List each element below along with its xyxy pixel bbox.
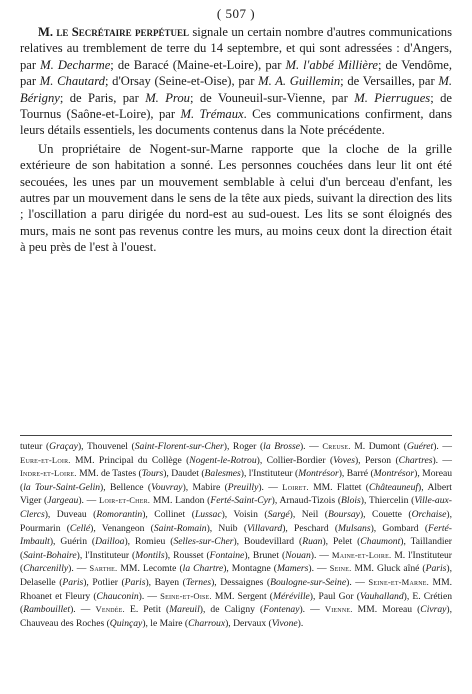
footnote-text: ), Boudevillard (	[233, 536, 303, 548]
footnote-text: ), Rousset (	[164, 549, 210, 561]
footnote-text: ), Arnaud-Tizois (	[271, 495, 342, 507]
footnote-department: Vienne.	[324, 604, 353, 615]
footnote-place: la Chartre	[182, 563, 224, 575]
footnote-place: Ferté-Imbault	[20, 522, 452, 548]
footnote-text: ), Pelet (	[322, 536, 361, 548]
footnote-place: Fontenay	[263, 604, 300, 616]
footnote-text: ), Romieu (	[124, 536, 174, 548]
footnote-text: ). —	[68, 563, 90, 575]
footnote-department: Loiret.	[282, 481, 309, 492]
footnote-place: Méréville	[272, 590, 310, 602]
footnote-text: ). —	[346, 576, 369, 588]
footnote-text: ), Neil (	[289, 508, 328, 520]
footnote-place: Vauhalland	[359, 590, 404, 602]
footnote-department: Seine-et-Marne.	[368, 576, 430, 587]
footnote-department: Creuse.	[322, 441, 351, 451]
footnote-text: M. Dumont (	[350, 441, 407, 452]
footnote-place: Charcenilly	[23, 563, 69, 575]
footnote-text: ), Gombard (	[370, 522, 429, 534]
para1-text: ; de Versailles, par	[340, 74, 439, 89]
footnote-text: ), Nuib (	[206, 522, 248, 534]
footnote-text: ), Barré (	[338, 468, 374, 480]
footnote-place: Chauconin	[96, 590, 139, 602]
footnote-text: ), Duveau (	[44, 508, 97, 520]
footnote-place: Boursay	[327, 508, 360, 520]
footnote-place: Jargeau	[47, 495, 79, 507]
footnote-place: Blois	[341, 495, 361, 507]
para1-text: ; de Tournus (Saône-et-Loire), par	[20, 90, 452, 122]
footnote-text: ), Person (	[354, 454, 399, 466]
footnote-department: Eure-et-Loir.	[20, 454, 71, 465]
footnote-department: Maine-et-Loire.	[331, 549, 392, 560]
correspondent-name: M. l'abbé Millière	[285, 57, 378, 72]
correspondent-name: M. Chautard	[39, 74, 105, 89]
footnote-place: Nouan	[285, 549, 311, 561]
para1-text: signale un certain nombre d'autres communications relatives au tremblement de terre du 14 septembre, et qui sont adressées : d'Angers, par	[20, 25, 453, 72]
footnote-text: ), Albert Viger (	[20, 481, 452, 507]
footnote-place: Cellé	[69, 522, 91, 534]
footnote-text: ). —	[78, 495, 100, 507]
secretary-lead: M. le Secrétaire perpétuel	[38, 25, 189, 39]
footnote-place: Civray	[420, 604, 447, 616]
footnote-place: Paris	[124, 576, 146, 588]
footnote-place: Chaumont	[360, 536, 401, 548]
footnote-place: Fontaine	[209, 549, 245, 561]
footnote-text: ), Collinet (	[142, 508, 195, 520]
footnote-text: MM. Landon (	[150, 495, 211, 507]
footnote-department: Sarthe.	[89, 563, 118, 574]
para1-text: ; de Paris, par	[59, 90, 146, 105]
footnote-text: ), l'Instituteur (	[240, 468, 299, 480]
footnote-text: MM. Gluck aîné (	[351, 563, 426, 575]
correspondent-name: M. Trémaux	[180, 107, 244, 122]
footnote-text: ), Paul Gor (	[309, 590, 360, 602]
footnote-place: Villavard	[247, 522, 283, 534]
para1-text: . Ces communications confirment, dans leurs détails essentiels, les documents contenus dans la Note précédente.	[20, 107, 452, 138]
footnote-place: Saint-Romain	[153, 522, 207, 534]
footnote-text: ), Collier-Bordier (	[256, 454, 334, 466]
footnote-place: Ferté-Saint-Cyr	[210, 495, 272, 507]
footnote-place: Ternes	[185, 576, 212, 588]
footnote-place: la Brosse	[263, 441, 300, 452]
footnote-text: ). —	[138, 590, 161, 602]
paragraph-2: Un propriétaire de Nogent-sur-Marne rapporte que la cloche de la grille extérieure de son habitation a sonné. Les personnes couchées dans leur lit ont été secouées, les unes par un mouvement semblable à celui d'un berceau d'enfant, les autres par un mouvement dans le sens de la tête aux pieds, suivant la direction des lits ; l'oscillation a paru dirigée du nord-est au sud-ouest. Les lits se sont éloignés des murs, mais ne sont pas revenus contre les murs, au moins ceux dont la direction était à peu près de l'est à l'ouest.	[20, 141, 452, 255]
footnote-place: Mareuil	[169, 604, 200, 616]
footnote-text: ), Taillandier (	[20, 536, 452, 561]
footnote-department: Seine-et-Oise.	[160, 590, 212, 601]
footnote-place: Voves	[333, 454, 355, 466]
footnote-place: Dailloa	[95, 536, 125, 548]
footnote-text: ), le Maire (	[142, 617, 189, 629]
footnote-place: Châteauneuf	[369, 481, 419, 493]
footnote-text: ), Thiercelin (	[360, 495, 415, 507]
footnote-text: M. l'Instituteur (	[20, 549, 452, 575]
footnote-place: Montils	[135, 549, 165, 561]
footnote-place: Mulsans	[338, 522, 371, 534]
page-number: ( 507 )	[216, 6, 256, 21]
footnote-place: Paris	[62, 576, 84, 588]
paragraph-1	[20, 24, 452, 139]
para1-text: ; d'Orsay (Seine-et-Oise), par	[104, 74, 259, 89]
footnote-place: Guéret	[406, 441, 434, 452]
footnote-place: Mamers	[276, 563, 309, 575]
footnote-text: ).	[297, 617, 304, 629]
footnote-text: ). —	[432, 454, 453, 466]
footnote-place: Sargé	[267, 508, 290, 520]
footnote-place: Saint-Florent-sur-Cher	[134, 441, 224, 452]
footnote-place: Selles-sur-Cher	[173, 536, 234, 548]
footnote-text: ), Dervaux (	[225, 617, 272, 629]
footnote-text: ), Moreau (	[20, 468, 453, 493]
footnote-place: Romorantin	[96, 508, 143, 520]
footnote-text: ). —	[308, 563, 330, 575]
correspondent-name: M. Decharme	[40, 57, 111, 72]
para1-text: ; de Vouneuil-sur-Vienne, par	[189, 90, 355, 105]
footnote-place: Graçay	[49, 441, 78, 452]
footnote-text: MM. Rhoanet et Fleury (	[20, 576, 453, 602]
footnote-text: ). —	[299, 604, 325, 616]
footnote-place: Charroux	[188, 617, 226, 629]
footnote-place: Nogent-le-Rotrou	[189, 454, 257, 466]
footnote-place: Vouvray	[151, 481, 183, 493]
footnote-text: ), Montagne (	[223, 563, 277, 575]
footnote-text: ), Pourmarin (	[20, 508, 453, 534]
correspondent-name: M. Pierrugues	[354, 90, 431, 105]
footnote-rule	[20, 435, 452, 436]
footnote-place: Paris	[425, 563, 447, 575]
footnote-text: ), Peschard (	[282, 522, 339, 534]
footnote-text: ). —	[299, 441, 323, 452]
footnote-place: Montrésor	[298, 468, 339, 480]
footnote-text: ), Bayen (	[145, 576, 186, 588]
footnote-place: Saint-Bohaire	[23, 549, 77, 561]
footnote-department: Loir-et-Cher.	[99, 495, 151, 506]
footnote-place: Ruan	[302, 536, 323, 548]
footnote-text: ), de Caligny (	[199, 604, 264, 616]
correspondent-name: M. Bérigny	[20, 74, 452, 105]
para1-text: ; de Baracé (Maine-et-Loire), par	[110, 57, 286, 72]
footnote-text: ), Dessaignes (	[211, 576, 271, 588]
footnote-text: ). —	[310, 549, 332, 561]
footnote-text: ), Venangeon (	[90, 522, 154, 534]
footnote	[20, 440, 452, 630]
footnote-text: tuteur (	[20, 441, 50, 452]
footnote-text: MM. Lecomte (	[117, 563, 183, 575]
correspondent-name: M. Prou	[145, 90, 190, 105]
footnote-place: Orchaise	[411, 508, 447, 520]
footnote-text: MM. Sergent (	[211, 590, 273, 602]
footnote-place: Montrésor	[373, 468, 415, 480]
footnote-text: ), l'Instituteur (	[76, 549, 136, 561]
footnote-department: Seine.	[329, 563, 352, 574]
footnote-text: ), Mabire (	[182, 481, 228, 493]
footnote-text: ), Brunet (	[244, 549, 286, 561]
footnote-place: Balesmes	[204, 468, 241, 480]
para1-text: ; de Vendôme, par	[20, 57, 452, 89]
main-text	[20, 24, 452, 256]
footnote-text: E. Petit (	[124, 604, 170, 616]
footnote-text: ), Delaselle (	[20, 563, 453, 588]
footnote-text: MM. de Tastes (	[76, 468, 142, 480]
footnote-text: ). —	[258, 481, 283, 493]
footnote-text: MM. Flattet (	[308, 481, 369, 493]
footnote-place: Vivone	[271, 617, 298, 629]
footnote-department: Vendée.	[95, 604, 125, 615]
footnote-text: ). —	[433, 441, 453, 452]
correspondent-name: M. A. Guillemin	[258, 74, 341, 89]
footnote-text: ), Chauveau des Roches (	[20, 604, 453, 629]
footnote-text: ), E. Crétien (	[20, 590, 453, 616]
footnote-place: Chartres	[398, 454, 433, 466]
footnote-place: Ville-aux-Clercs	[20, 495, 452, 520]
footnote-text: MM. Principal du Collège (	[70, 454, 190, 466]
footnote-place: Tours	[141, 468, 164, 480]
footnote-department: Indre-et-Loire.	[20, 468, 77, 479]
footnote-place: Quinçay	[109, 617, 143, 629]
footnote-place: Preuilly	[227, 481, 259, 493]
footnote-text: ), Thouvenel (	[77, 441, 135, 452]
footnote-text: ), Guérin (	[49, 536, 96, 548]
footnote-text: ), Voisin (	[221, 508, 268, 520]
footnote-text: ), Couette (	[359, 508, 412, 520]
footnote-text: ), Bellence (	[100, 481, 152, 493]
footnote-place: Rambouillet	[23, 604, 71, 616]
footnote-text: ). —	[70, 604, 96, 616]
footnote-place: Boulogne-sur-Seine	[270, 576, 347, 588]
footnote-place: la Tour-Saint-Gelin	[23, 481, 101, 493]
footnote-place: Lussac	[194, 508, 222, 520]
footnote-text: ), Potlier (	[83, 576, 125, 588]
footnote-text: ), Roger (	[223, 441, 264, 452]
footnote-text: ), Daudet (	[163, 468, 205, 480]
footnote-text: MM. Moreau (	[352, 604, 421, 616]
